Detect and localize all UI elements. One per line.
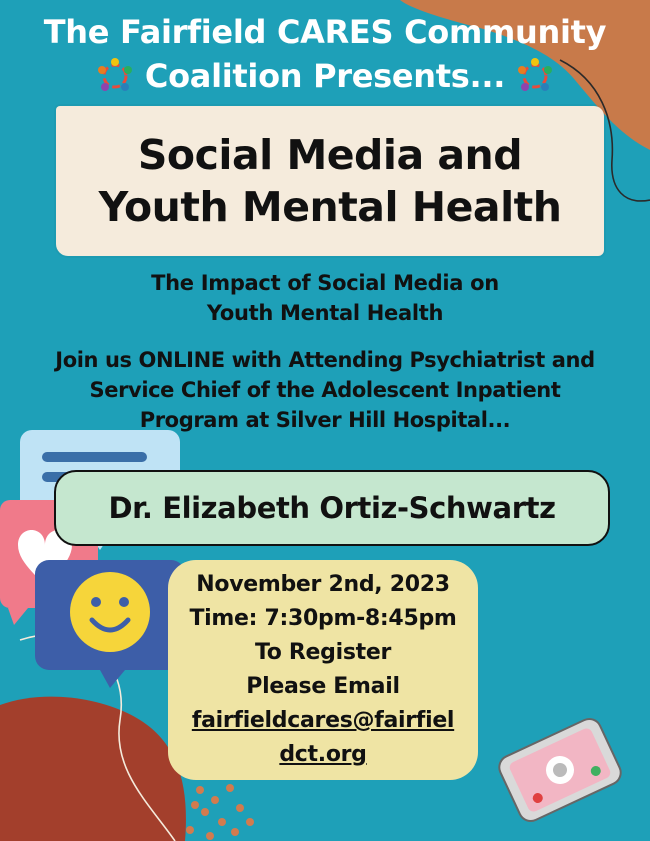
event-info-box [168, 560, 478, 780]
title-box [56, 106, 604, 256]
speaker-box [54, 470, 610, 546]
join-line-2: Service Chief of the Adolescent Inpatient [89, 378, 561, 402]
speaker-name: Dr. Elizabeth Ortiz-Schwartz [108, 491, 556, 525]
flyer-header [0, 10, 650, 107]
phone-icon [495, 715, 624, 825]
subtitle-line-2: Youth Mental Health [206, 301, 444, 325]
register-line-1: To Register [254, 640, 392, 665]
register-line-2: Please Email [246, 674, 400, 699]
event-title-line-2: Youth Mental Health [98, 183, 562, 231]
join-line-1: Join us ONLINE with Attending Psychiatrist and [55, 348, 595, 372]
coalition-logo-icon [95, 56, 135, 96]
header-line-1: The Fairfield CARES Community [43, 13, 607, 51]
coalition-logo-icon-right [515, 56, 555, 96]
join-text [0, 345, 650, 435]
event-subtitle [0, 268, 650, 328]
dot-pattern [186, 784, 254, 840]
email-part-2: dct.org [279, 742, 367, 767]
email-part-1: fairfieldcares@fairfiel [191, 708, 455, 733]
event-title [99, 129, 562, 233]
join-line-3: Program at Silver Hill Hospital... [139, 408, 511, 432]
header-line-2-row [95, 54, 555, 98]
smiley-icon [35, 560, 185, 688]
header-line-2: Coalition Presents... [144, 57, 506, 95]
event-date: November 2nd, 2023 [196, 572, 450, 597]
event-title-line-1: Social Media and [137, 131, 523, 179]
email-link[interactable] [178, 704, 468, 772]
event-time: Time: 7:30pm-8:45pm [189, 606, 457, 631]
subtitle-line-1: The Impact of Social Media on [151, 271, 499, 295]
